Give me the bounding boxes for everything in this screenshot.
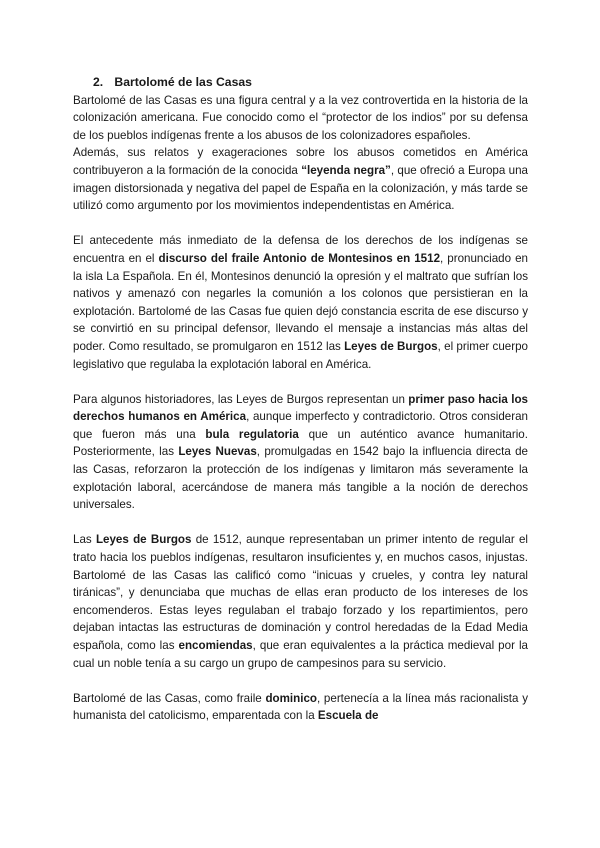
bold-text: encomiendas	[178, 639, 253, 652]
text-run: Para algunos historiadores, las Leyes de Burgos representan un	[73, 392, 409, 406]
bold-text: primer paso hacia los derechos humanos en América	[73, 392, 528, 424]
text-run: , aunque imperfecto y contradictorio. Otros consideran que fueron más una	[73, 410, 528, 441]
section-number: 2.	[93, 75, 104, 89]
bold-text: discurso del fraile Antonio de Montesinos en 1512	[158, 251, 441, 265]
text-run: Además, sus relatos y exageraciones sobre los abusos cometidos en América contribuyeron a la formación de la conocida	[73, 146, 528, 177]
text-run: , que ofreció a Europa una imagen distorsionada y negativa del papel de España en la colonización, y más tarde se utilizó como argumento por los movimientos independentistas en América.	[73, 163, 528, 213]
bold-text: Leyes de Burgos	[344, 339, 438, 353]
bold-text: “leyenda negra”	[301, 163, 391, 177]
paragraph-spacer	[73, 514, 528, 532]
paragraph-spacer	[73, 672, 528, 690]
paragraph	[73, 144, 528, 214]
text-run: Bartolomé de las Casas es una figura central y a la vez controvertida en la historia de la colonización americana. Fue conocido como el “protector de los indios” por su defensa de los pueblos indígenas frente a los abusos de los colonizadores españoles.	[73, 93, 528, 142]
body-text	[73, 92, 528, 725]
text-run: , pronunciado en la isla La Española. En él, Montesinos denunció la opresión y el maltrato que sufrían los nativos y amenazó con negarles la comunión a los colonos que persistieran en la explotación. Bartolomé de las Casas fue quien dejó constancia escrita de ese discurso y se convirtió en su principal defensor, llevando el mensaje a instancias más altas del poder. Como resultado, se promulgaron en 1512 las	[73, 251, 528, 353]
section-title: Bartolomé de las Casas	[114, 75, 252, 89]
text-run: de 1512, aunque representaban un primer intento de regular el trato hacia los pueblos indígenas, resultaron insuficientes y, en muchos casos, injustas. Bartolomé de las Casas las calificó como “inicuas y crueles, y contra ley natural tiránicas”, y denunciaba que muchas de ellas eran producto de los intereses de los encomenderos. Estas leyes regulaban el trabajo forzado y los repartimientos, pero dejaban intactas las estructuras de dominación y control heredadas de la Edad Media española, como las	[73, 533, 528, 652]
text-run: que un auténtico avance humanitario. Posteriormente, las	[73, 427, 528, 459]
text-run: , que eran equivalentes a la práctica medieval por la cual un noble tenía a su cargo un grupo de campesinos para su servicio.	[73, 639, 528, 670]
text-run: , promulgadas en 1542 bajo la influencia directa de las Casas, reforzaron la protección de los indígenas y limitaron más severamente la explotación laboral, acercándose de manera más tangible a la noción de derechos universales.	[73, 445, 528, 512]
section-heading	[73, 74, 528, 92]
text-run: , pertenecía a la línea más racionalista y humanista del catolicismo, emparentada con la	[73, 691, 528, 723]
bold-text: Leyes de Burgos	[95, 533, 192, 547]
document-page	[73, 74, 528, 725]
paragraph	[73, 690, 528, 725]
paragraph	[73, 232, 528, 373]
text-run: , el primer cuerpo legislativo que regulaba la explotación laboral en América.	[73, 339, 528, 371]
bold-text: Escuela de	[317, 709, 379, 723]
paragraph	[73, 92, 528, 145]
paragraph	[73, 531, 528, 672]
paragraph-spacer	[73, 215, 528, 233]
text-run: El antecedente más inmediato de la defensa de los derechos de los indígenas se encuentra en el	[73, 234, 528, 265]
paragraph-spacer	[73, 373, 528, 391]
text-run: Las	[73, 533, 96, 547]
bold-text: dominico	[265, 691, 317, 705]
bold-text: bula regulatoria	[205, 427, 299, 441]
text-run: Bartolomé de las Casas, como fraile	[73, 691, 266, 705]
paragraph	[73, 391, 528, 514]
bold-text: Leyes Nuevas	[178, 445, 257, 459]
